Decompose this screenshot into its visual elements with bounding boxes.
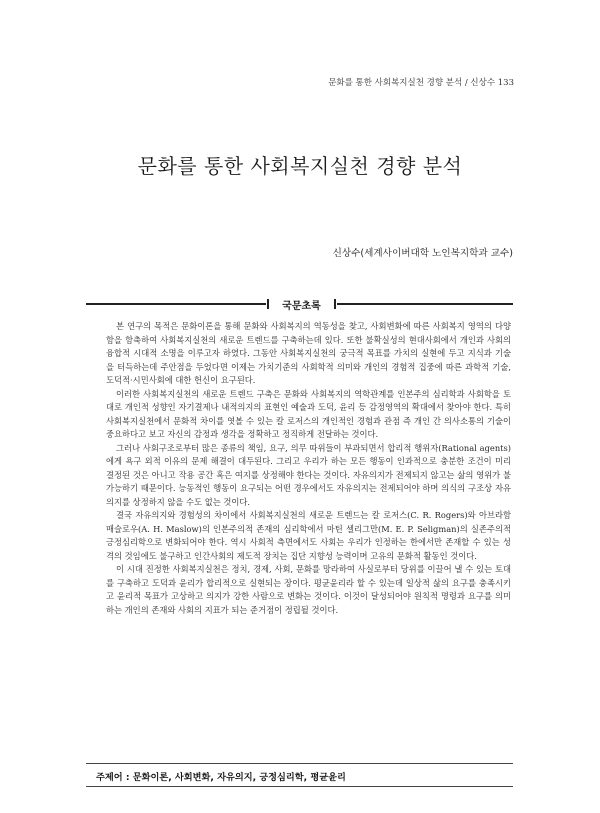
abstract-paragraph: 그러나 사회구조로부터 많은 종류의 책임, 요구, 의무 따위들이 부과되면서 합리적 행위자(Rational agents)에게 욕구 외적 이유의 문제 해결이 대두된다. 그리고 우리가 하는 모든 행동이 인과적으로 충분한 조건이 미리 결정된 것은 아니고 작용 공간 혹은 여지를 상정해야 한다는 것이다. 자유의지가 전제되지 않고는 삶의 영위가 불가능하기 때문이다. 능동적인 행동이 요구되는 어떤 경우에서도 자유의지는 전제되어야 하며 의식의 구조상 자유의지를 상정하지 않을 수도 없는 것이다. [106,442,511,507]
running-head: 문화를 통한 사회복지실천 경향 분석 / 신상수 133 [328,78,514,88]
author-line: 신상수(세계사이버대학 노인복지학과 교수) [332,248,513,259]
abstract-body [106,320,511,617]
abstract-heading [86,297,513,311]
abstract-paragraph: 이러한 사회복지실천의 새로운 트렌드 구축은 문화와 사회복지의 역학관계를 인본주의 심리학과 사회학을 토대로 개인적 성향인 자기결제나 내적의지의 표현인 예술과 도덕, 윤리 등 감정영역의 확대에서 찾아야 한다. 특히 사회복지실천에서 문화적 차이를 엿볼 수 있는 칼 로저스의 개인적인 경험과 관점 즉 개인 간 의사소통의 기술이 중요하다고 보고 자신의 감정과 생각을 정확하고 정직하게 전달하는 것이다. [106,388,511,439]
heading-rule-left [86,303,266,305]
heading-rule-right [337,303,513,305]
paper-title: 문화를 통한 사회복지실천 경향 분석 [137,154,463,178]
abstract-paragraph: 결국 자유의지와 경험성의 차이에서 사회복지실천의 새로운 트렌드는 칼 로저스(C. R. Rogers)와 아브라함 매슬로우(A. H. Maslow)의 인본주의적 존재의 심리학에서 마틴 셀리그만(M. E. P. Seligman)의 실존주의적 긍정심리학으로 변화되어야 한다. 역시 사회적 측면에서도 사회는 우리가 인정하는 한에서만 존재할 수 있는 성격의 것임에도 불구하고 인간사회의 제도적 장치는 집단 지향성 능력이며 고유의 문화적 활동인 것이다. [106,510,511,561]
abstract-paragraph: 본 연구의 목적은 문화이론을 통해 문화와 사회복지의 역동성을 찾고, 사회변화에 따른 사회복지 영역의 다양함을 함축하여 사회복지실천의 새로운 트렌드를 구축하는데 있다. 또한 불확실성의 현대사회에서 개인과 사회의 융합적 시대적 소명을 이루고자 하였다. 그동안 사회복지실천의 궁극적 목표를 가치의 실현에 두고 지식과 기술을 터득하는데 주안점을 두었다면 이제는 가치기준의 사회학적 의미와 개인의 경험적 집중에 따른 과학적 기술, 도덕적·시민사회에 대한 헌신이 요구된다. [106,321,511,385]
abstract-paragraph: 이 시대 진정한 사회복지실천은 정치, 경제, 사회, 문화를 망라하여 사실로부터 당위를 이끌어 낼 수 있는 토대를 구축하고 도덕과 윤리가 합리적으로 실현되는 장이다. 평균윤리라 할 수 있는데 일상적 삶의 요구를 충족시키고 윤리적 목표가 고상하고 의지가 강한 사람으로 변화는 것이다. 이것이 달성되어야 원칙적 명령과 요구를 의미하는 개인의 존재와 사회의 지표가 되는 준거점이 정립될 것이다. [106,564,511,615]
keywords-label: 주제어 : [96,772,133,783]
keywords-box [86,763,513,787]
keywords-line [96,769,346,783]
keywords-list: 문화이론, 사회변화, 자유의지, 긍정심리학, 평균윤리 [132,772,346,783]
abstract-label: 국문초록 [270,297,333,312]
